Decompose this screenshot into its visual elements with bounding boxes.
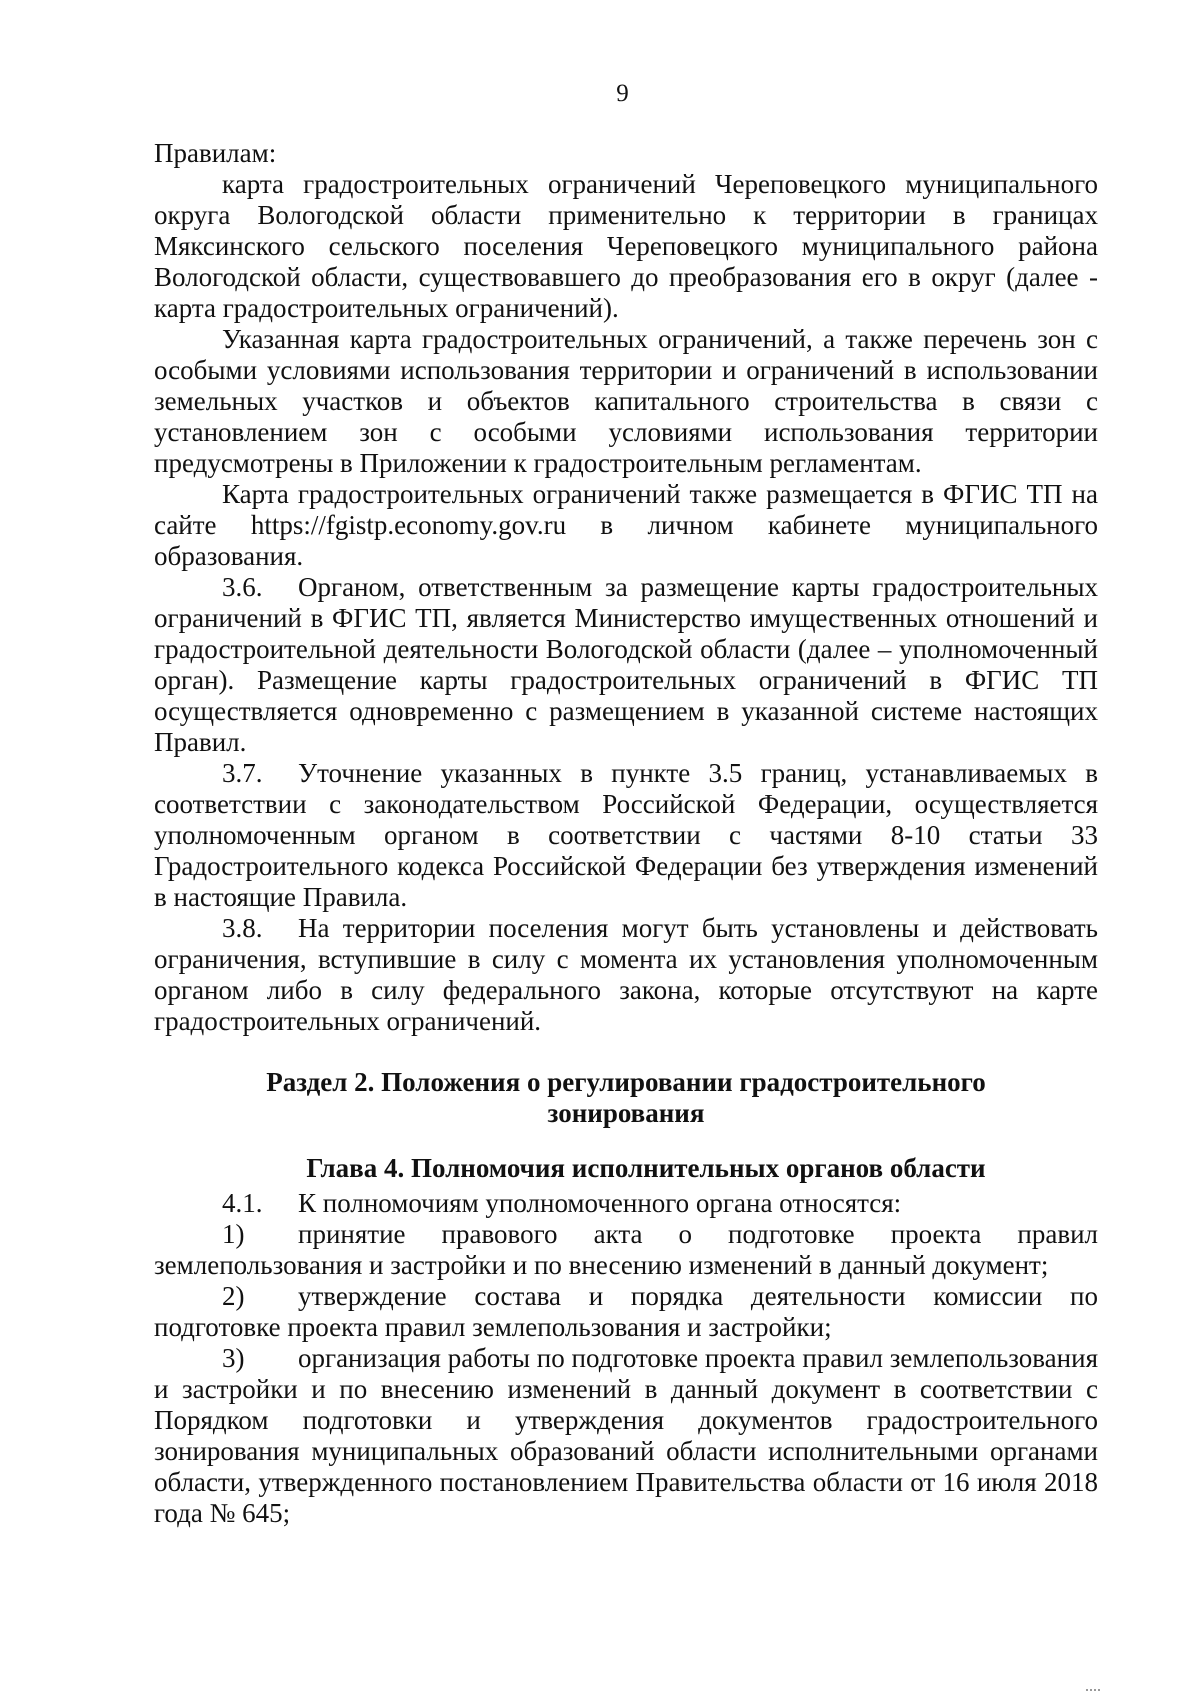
list-item-3 — [154, 1343, 1098, 1529]
list-item-2 — [154, 1281, 1098, 1343]
list-item-number: 2) — [222, 1281, 245, 1311]
scan-artifact — [1086, 1689, 1100, 1697]
document-body — [154, 138, 1098, 1529]
clause-number: 3.6. — [222, 572, 263, 602]
paragraph-lead: Правилам: — [154, 138, 277, 168]
paragraph-map-description: карта градостроительных ограничений Череповецкого муниципального округа Вологодской области применительно к территории в границах Мяксинского сельского поселения Череповецкого муниципального района Вологодской области, существовавшего до преобразования его в округ (далее - карта градостроительных ограничений). — [154, 169, 1098, 323]
clause-text: Органом, ответственным за размещение карты градостроительных ограничений в ФГИС ТП, является Министерство имущественных отношений и градостроительной деятельности Вологодской области (далее – уполномоченный орган). Размещение карты градостроительных ограничений в ФГИС ТП осуществляется одновременно с размещением в указанной системе настоящих Правил. — [154, 572, 1098, 757]
list-item-text: принятие правового акта о подготовке проекта правил землепользования и застройки и по внесению изменений в данный документ; — [154, 1219, 1098, 1280]
clause-number: 3.8. — [222, 913, 263, 943]
clause-text: К полномочиям уполномоченного органа относятся: — [298, 1188, 902, 1218]
list-item-number: 3) — [222, 1343, 245, 1373]
clause-text: На территории поселения могут быть установлены и действовать ограничения, вступившие в силу с момента их установления уполномоченным органом либо в силу федерального закона, которые отсутствуют на карте градостроительных ограничений. — [154, 913, 1098, 1036]
list-item-1 — [154, 1219, 1098, 1281]
list-item-text: организация работы по подготовке проекта правил землепользования и застройки и по внесению изменений в данный документ в соответствии с Порядком подготовки и утверждения документов градостроительного зонирования муниципальных образований области исполнительными органами области, утвержденного постановлением Правительства области от 16 июля 2018 года № 645; — [154, 1343, 1098, 1528]
paragraph-map-zones: Указанная карта градостроительных ограничений, а также перечень зон с особыми условиями использования территории и ограничений в использовании земельных участков и объектов капитального строительства в связи с установлением зон с особыми условиями использования территории предусмотрены в Приложении к градостроительным регламентам. — [154, 324, 1098, 478]
clause-number: 3.7. — [222, 758, 263, 788]
chapter-heading: Глава 4. Полномочия исполнительных органов области — [306, 1153, 986, 1183]
clause-4-1 — [154, 1188, 1098, 1219]
clause-3-7 — [154, 758, 1098, 913]
section-heading: Раздел 2. Положения о регулировании градостроительного зонирования — [266, 1067, 986, 1128]
clause-number: 4.1. — [222, 1188, 263, 1218]
list-item-number: 1) — [222, 1219, 245, 1249]
clause-text: Уточнение указанных в пункте 3.5 границ, устанавливаемых в соответствии с законодательством Российской Федерации, осуществляется уполномоченным органом в соответствии с частями 8-10 статьи 33 Градостроительного кодекса Российской Федерации без утверждения изменений в настоящие Правила. — [154, 758, 1098, 912]
list-item-text: утверждение состава и порядка деятельности комиссии по подготовке проекта правил землепользования и застройки; — [154, 1281, 1098, 1342]
paragraph-map-fgis: Карта градостроительных ограничений также размещается в ФГИС ТП на сайте https://fgistp.economy.gov.ru в личном кабинете муниципального образования. — [154, 479, 1098, 571]
clause-3-6 — [154, 572, 1098, 758]
clause-3-8 — [154, 913, 1098, 1037]
page-number: 9 — [616, 80, 629, 107]
